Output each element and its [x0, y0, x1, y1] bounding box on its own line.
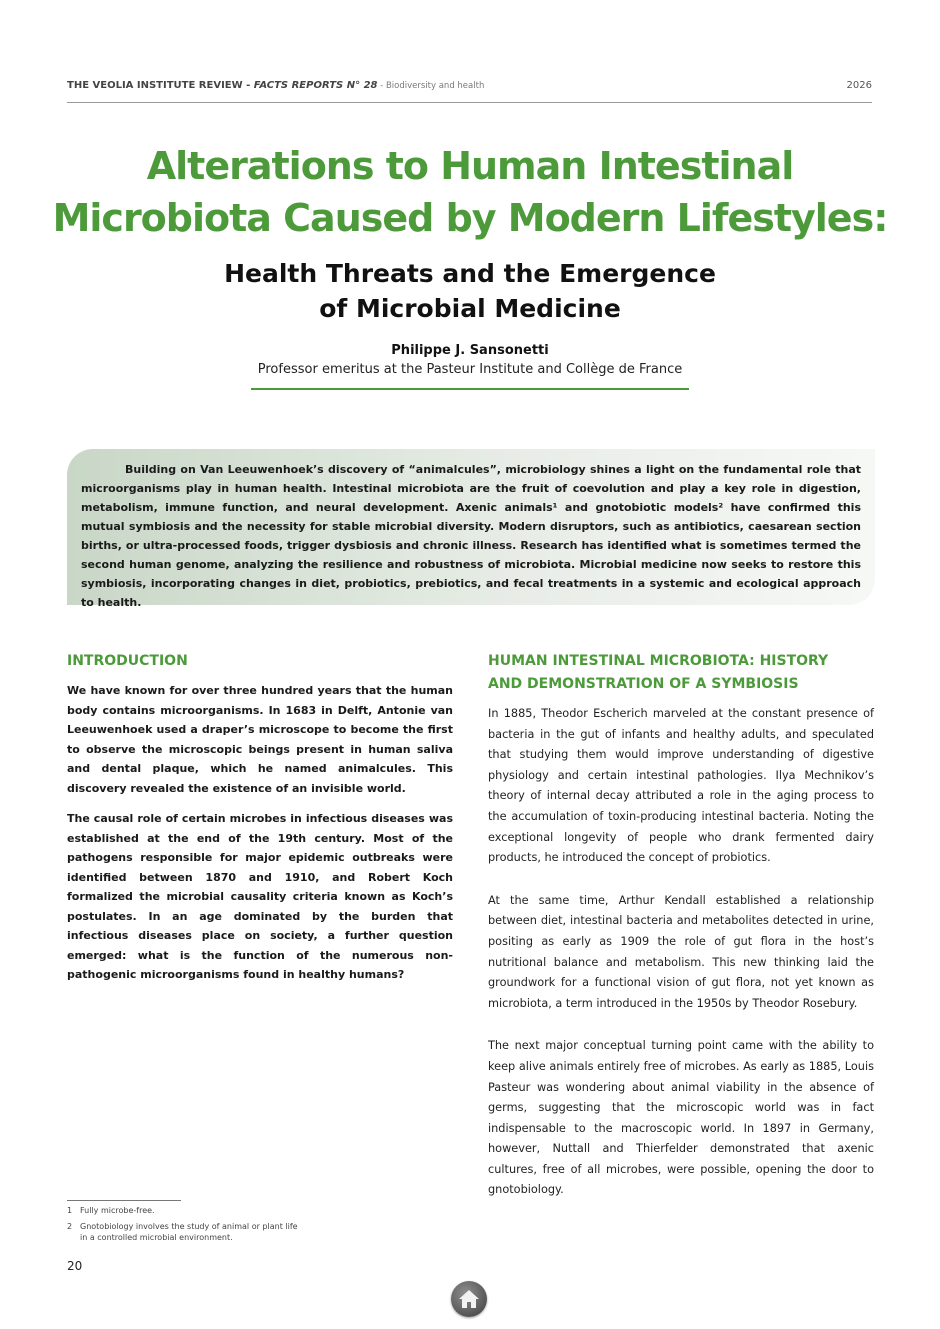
abstract-text: Building on Van Leeuwenhoek’s discovery of “animalcules”, microbiology shines a light on the fundamental role that microorganisms play in human health. Intestinal microbiota are the fruit of coevolution and play a key role in digestion, metabolism, immune function, and neural development. Axenic animals¹ and gnotobiotic models² have confirmed this mutual symbiosis and the necessity for stable microbial diversity. Modern disruptors, such as antibiotics, caesarean section births, or ultra-processed foods, trigger dysbiosis and chronic illness. Research has identified what is sometimes termed the second human genome, analyzing the resilience and robustness of microbiota. Microbial medicine now seeks to restore this symbiosis, incorporating changes in diet, probiotics, prebiotics, and fecal treatments in a systemic and ecological approach to health. [81, 463, 861, 609]
footnote-2 [67, 1221, 298, 1243]
header-year: 2026 [846, 80, 872, 91]
abstract-box [67, 449, 875, 609]
history-paragraph-2: At the same time, Arthur Kendall established a relationship between diet, intestinal bacteria and metabolites detected in urine, positing as early as 1909 the role of gut flora in the host’s nutritional balance and metabolism. This new thinking laid the groundwork for a functional vision of gut flora, not yet known as microbiota, a term introduced in the 1950s by Theodor Rosebury. [488, 893, 874, 1010]
running-header [67, 80, 872, 103]
article-subtitle [60, 256, 880, 326]
footnote-1 [67, 1205, 155, 1216]
author-name: Philippe J. Sansonetti [391, 343, 549, 358]
header-left: THE VEOLIA INSTITUTE REVIEW - FACTS REPORTS N° 28 - Biodiversity and health [67, 80, 485, 91]
home-button[interactable] [451, 1281, 487, 1317]
footnote-number: 1 [67, 1206, 73, 1215]
series-name: FACTS REPORTS N° 28 [253, 80, 378, 91]
section-heading-introduction: INTRODUCTION [67, 653, 188, 669]
footnote-text-continued: in a controlled microbial environment. [80, 1233, 233, 1242]
footnote-text: Fully microbe-free. [80, 1206, 155, 1215]
title-line-2: Microbiota Caused by Modern Lifestyles: [52, 196, 888, 240]
intro-paragraph-1: We have known for over three hundred years that the human body contains microorganisms. In 1683 in Delft, Antonie van Leeuwenhoek used a draper’s microscope to become the first to observe the microscopic beings present in human saliva and dental plaque, which he named animalcules. This discovery revealed the existence of an invisible world. [67, 684, 453, 795]
title-divider [251, 388, 689, 390]
page-number: 20 [67, 1259, 83, 1273]
subtitle-line-2: of Microbial Medicine [319, 294, 621, 323]
article-title [30, 140, 910, 244]
footnote-text: Gnotobiology involves the study of animal or plant life [80, 1222, 298, 1231]
footnote-number: 2 [67, 1222, 73, 1231]
author-affiliation: Professor emeritus at the Pasteur Institute and Collège de France [257, 362, 683, 377]
intro-paragraph-2: The causal role of certain microbes in infectious diseases was established at the end of the 19th century. Most of the pathogens responsible for major epidemic outbreaks were identified between 1870 and 1910, and Robert Koch formalized the microbial causality criteria known as Koch’s postulates. In an age dominated by the burden that infectious diseases place on society, a further question emerged: what is the function of the numerous non-pathogenic microorganisms found in healthy humans? [67, 812, 453, 981]
publication-name: THE VEOLIA INSTITUTE REVIEW [67, 80, 243, 91]
home-icon [457, 1287, 481, 1311]
title-line-1: Alterations to Human Intestinal [146, 144, 794, 188]
history-heading-line-1: HUMAN INTESTINAL MICROBIOTA: HISTORY [488, 653, 829, 669]
topic-name: Biodiversity and health [385, 81, 485, 91]
footnote-divider [67, 1200, 181, 1201]
subtitle-line-1: Health Threats and the Emergence [224, 259, 716, 288]
right-column [488, 650, 874, 1223]
section-heading-history [488, 650, 874, 696]
history-heading-line-2: AND DEMONSTRATION OF A SYMBIOSIS [488, 676, 799, 692]
left-column [67, 650, 453, 996]
history-paragraph-3: The next major conceptual turning point came with the ability to keep alive animals entirely free of microbes. As early as 1885, Louis Pasteur was wondering about animal viability in the absence of germs, suggesting that the microscopic world was in fact indispensable to the macroscopic world. In 1897 in Germany, however, Nuttall and Thierfelder demonstrated that axenic cultures, free of all microbes, were possible, opening the door to gnotobiology. [488, 1039, 874, 1197]
history-paragraph-1: In 1885, Theodor Escherich marveled at the constant presence of bacteria in the gut of infants and healthy adults, and speculated that studying them would improve understanding of digestive physiology and certain intestinal pathologies. Ilya Mechnikov’s theory of internal decay attributed a role in the aging process to the accumulation of toxin-producing intestinal bacteria. Noting the exceptional longevity of people who drank fermented dairy products, he introduced the concept of probiotics. [488, 707, 874, 865]
